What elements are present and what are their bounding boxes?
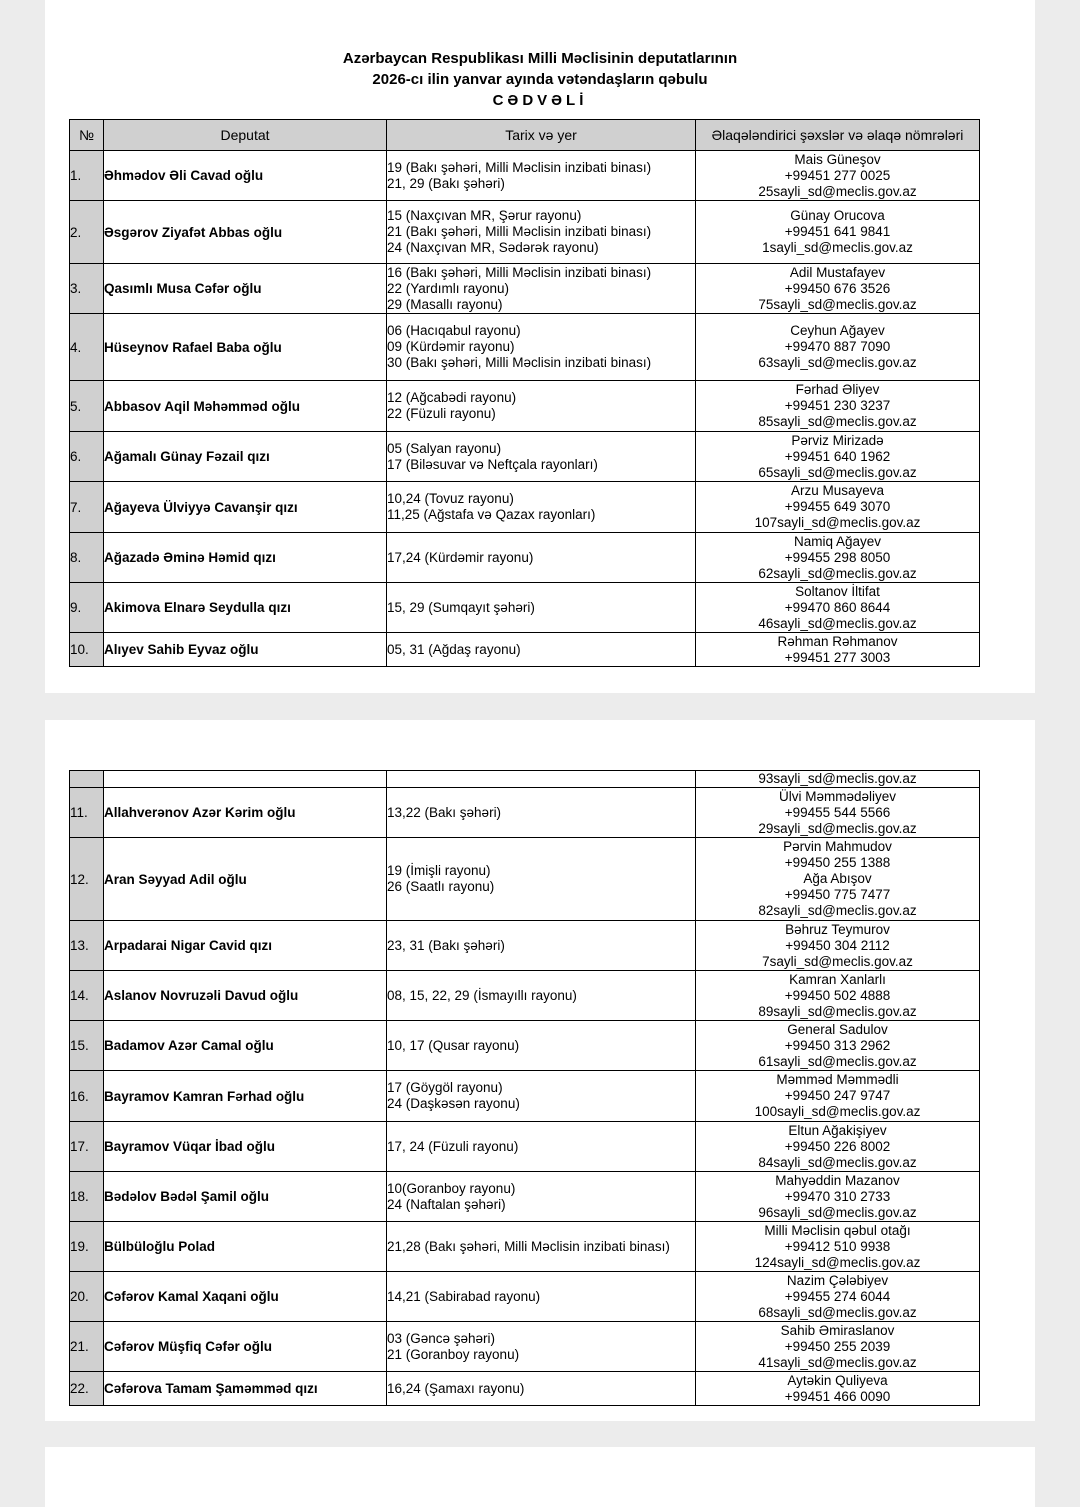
table-row	[70, 583, 980, 633]
date-place	[387, 1122, 696, 1172]
contact-line: 1sayli_sd@meclis.gov.az	[762, 240, 913, 255]
contact-line: +99450 502 4888	[784, 987, 891, 1003]
date-place	[387, 432, 696, 482]
table-row	[70, 264, 980, 314]
deputy-name: Əsgərov Ziyafət Abbas oğlu	[104, 201, 387, 264]
contact-line: Bəhruz Teymurov	[785, 921, 890, 937]
contact-line: Namiq Ağayev	[793, 533, 882, 549]
table-row	[70, 1071, 980, 1122]
header-num: №	[70, 120, 104, 151]
contact-line: Eltun Ağakişiyev	[788, 1122, 887, 1138]
schedule-table-page-1	[69, 119, 980, 667]
date-place	[387, 921, 696, 971]
deputy-name: Aran Səyyad Adil oğlu	[104, 838, 387, 921]
row-number: 22.	[70, 1372, 104, 1406]
contact-line: Rəhman Rəhmanov	[777, 633, 898, 649]
contact-line: +99451 230 3237	[784, 398, 891, 413]
date-line: 05, 31 (Ağdaş rayonu)	[387, 641, 521, 657]
table-row	[70, 1021, 980, 1071]
deputy-name: Allahverənov Azər Kərim oğlu	[104, 788, 387, 838]
date-line: 30 (Bakı şəhəri, Milli Məclisin inzibati binası)	[387, 355, 652, 370]
contact-line: Kamran Xanlarlı	[789, 971, 886, 987]
deputy-name: Ağamalı Günay Fəzail qızı	[104, 432, 387, 482]
contact-line: Arzu Musayeva	[790, 483, 885, 498]
date-place	[387, 583, 696, 633]
contact-line: Fərhad Əliyev	[795, 382, 880, 397]
date-place	[387, 788, 696, 838]
contact-line: +99455 649 3070	[784, 499, 891, 514]
date-line: 21 (Bakı şəhəri, Milli Məclisin inzibati binası)	[387, 224, 652, 239]
date-line: 10(Goranboy rayonu)	[387, 1180, 516, 1196]
date-line: 22 (Yardımlı rayonu)	[387, 280, 510, 296]
row-number: 7.	[70, 482, 104, 533]
table-row	[70, 482, 980, 533]
header-date-place: Tarix və yer	[387, 120, 696, 151]
contact-line: 85sayli_sd@meclis.gov.az	[758, 414, 917, 429]
contact-line: Günay Orucova	[790, 208, 885, 223]
contact-line: +99451 641 9841	[784, 224, 891, 239]
row-number: 6.	[70, 432, 104, 482]
date-place	[387, 1372, 696, 1406]
contact-line: +99455 274 6044	[784, 1288, 891, 1304]
contact-info	[696, 381, 980, 432]
contact-line: +99451 277 0025	[784, 167, 891, 183]
table-row	[70, 788, 980, 838]
contact-line: 29sayli_sd@meclis.gov.az	[758, 820, 917, 836]
date-line: 10, 17 (Qusar rayonu)	[387, 1037, 520, 1053]
contact-info	[696, 201, 980, 264]
row-number: 10.	[70, 633, 104, 667]
deputy-name: Bayramov Vüqar İbad oğlu	[104, 1122, 387, 1172]
contact-info	[696, 1372, 980, 1406]
table-row	[70, 1222, 980, 1272]
contact-line: Pərviz Mirizadə	[791, 432, 884, 448]
table-row	[70, 838, 980, 921]
deputy-name: Hüseynov Rafael Baba oğlu	[104, 314, 387, 381]
contact-line: 82sayli_sd@meclis.gov.az	[758, 903, 917, 918]
document-page-3	[45, 1447, 1035, 1507]
title-line-2: 2026-cı ilin yanvar ayında vətəndaşların qəbulu	[372, 71, 708, 88]
deputy-name: Ağayeva Ülviyyə Cavanşir qızı	[104, 482, 387, 533]
date-line: 22 (Füzuli rayonu)	[387, 406, 496, 421]
contact-info	[696, 432, 980, 482]
row-number: 4.	[70, 314, 104, 381]
title-line-3: CƏDVƏLİ	[492, 92, 588, 109]
date-place	[387, 381, 696, 432]
date-line: 15, 29 (Sumqayıt şəhəri)	[387, 599, 535, 615]
contact-line: +99450 226 8002	[784, 1138, 891, 1154]
contact-line: +99450 255 2039	[784, 1338, 891, 1354]
contact-line: Aytəkin Quliyeva	[787, 1372, 888, 1388]
date-line: 14,21 (Sabirabad rayonu)	[387, 1288, 541, 1304]
date-place	[387, 1021, 696, 1071]
table-row	[70, 151, 980, 201]
row-number	[70, 771, 104, 788]
contact-info	[696, 1122, 980, 1172]
schedule-table-page-2	[69, 770, 980, 1406]
contact-info	[696, 482, 980, 533]
contact-line: Milli Məclisin qəbul otağı	[764, 1222, 911, 1238]
date-line: 16 (Bakı şəhəri, Milli Məclisin inzibati binası)	[387, 264, 652, 280]
contact-line: Soltanov İltifat	[795, 583, 880, 599]
contact-line: 41sayli_sd@meclis.gov.az	[758, 1354, 917, 1370]
date-place	[387, 1071, 696, 1122]
date-place	[387, 151, 696, 201]
deputy-name: Arpadarai Nigar Cavid qızı	[104, 921, 387, 971]
table-row	[70, 1172, 980, 1222]
date-line: 17 (Biləsuvar və Neftçala rayonları)	[387, 456, 598, 472]
header-contacts: Əlaqələndirici şəxslər və əlaqə nömrələri	[696, 120, 980, 151]
contact-line: +99450 313 2962	[784, 1037, 891, 1053]
date-line: 12 (Ağcabədi rayonu)	[387, 390, 517, 405]
contact-line: 7sayli_sd@meclis.gov.az	[762, 953, 913, 969]
table-row	[70, 201, 980, 264]
table-row	[70, 633, 980, 667]
contact-line: +99451 466 0090	[784, 1388, 891, 1404]
date-line: 03 (Gəncə şəhəri)	[387, 1330, 496, 1346]
date-line: 13,22 (Bakı şəhəri)	[387, 804, 502, 820]
table-row	[70, 921, 980, 971]
contact-line: 89sayli_sd@meclis.gov.az	[758, 1003, 917, 1019]
date-line: 05 (Salyan rayonu)	[387, 440, 502, 456]
contact-line: Ülvi Məmmədəliyev	[778, 788, 897, 804]
row-number: 14.	[70, 971, 104, 1021]
row-number: 3.	[70, 264, 104, 314]
contact-line: +99450 247 9747	[784, 1088, 891, 1103]
row-number: 5.	[70, 381, 104, 432]
table-row	[70, 1122, 980, 1172]
contact-line: 96sayli_sd@meclis.gov.az	[758, 1204, 917, 1220]
contact-line: Məmməd Məmmədli	[776, 1072, 899, 1087]
contact-line: Ağa Abışov	[803, 871, 872, 886]
deputy-name: Abbasov Aqil Məhəmməd oğlu	[104, 381, 387, 432]
row-number: 12.	[70, 838, 104, 921]
contact-info	[696, 788, 980, 838]
row-number: 19.	[70, 1222, 104, 1272]
date-place	[387, 533, 696, 583]
row-number: 11.	[70, 788, 104, 838]
contact-line: +99450 255 1388	[784, 855, 891, 870]
deputy-name: Cəfərov Kamal Xaqani oğlu	[104, 1272, 387, 1322]
date-line: 08, 15, 22, 29 (İsmayıllı rayonu)	[387, 987, 577, 1003]
deputy-name: Aslanov Novruzəli Davud oğlu	[104, 971, 387, 1021]
contact-line: +99470 887 7090	[784, 339, 891, 354]
date-line: 15 (Naxçıvan MR, Şərur rayonu)	[387, 208, 582, 223]
date-line: 23, 31 (Bakı şəhəri)	[387, 937, 505, 953]
contact-info	[696, 1071, 980, 1122]
date-line: 19 (İmişli rayonu)	[387, 863, 491, 878]
document-title	[45, 48, 1035, 111]
deputy-name: Əhmədov Əli Cavad oğlu	[104, 151, 387, 201]
date-place	[387, 1222, 696, 1272]
deputy-name: Qasımlı Musa Cəfər oğlu	[104, 264, 387, 314]
deputy-name: Bayramov Kamran Fərhad oğlu	[104, 1071, 387, 1122]
header-row	[70, 120, 980, 151]
deputy-name: Bədəlov Bədəl Şamil oğlu	[104, 1172, 387, 1222]
date-line: 17, 24 (Füzuli rayonu)	[387, 1138, 519, 1154]
title-line-1: Azərbaycan Respublikası Milli Məclisinin deputatlarının	[342, 50, 738, 67]
contact-line: 124sayli_sd@meclis.gov.az	[754, 1254, 921, 1270]
contact-line: Nazim Çələbiyev	[786, 1272, 889, 1288]
continuation-row	[70, 771, 980, 788]
row-number: 9.	[70, 583, 104, 633]
contact-line: 107sayli_sd@meclis.gov.az	[754, 515, 921, 530]
contact-line: +99412 510 9938	[784, 1238, 891, 1254]
contact-line: +99450 304 2112	[785, 937, 890, 953]
contact-info	[696, 314, 980, 381]
date-line: 10,24 (Tovuz rayonu)	[387, 491, 514, 506]
date-place	[387, 771, 696, 788]
date-place	[387, 314, 696, 381]
contact-line: Mais Güneşov	[794, 151, 881, 167]
contact-info	[696, 583, 980, 633]
contact-info	[696, 1021, 980, 1071]
date-line: 11,25 (Ağstafa və Qazax rayonları)	[387, 507, 596, 522]
table-row	[70, 1372, 980, 1406]
table-row	[70, 1322, 980, 1372]
row-number: 2.	[70, 201, 104, 264]
contact-info	[696, 264, 980, 314]
deputy-name	[104, 771, 387, 788]
contact-info	[696, 838, 980, 921]
table-row	[70, 381, 980, 432]
contact-info	[696, 1322, 980, 1372]
row-number: 20.	[70, 1272, 104, 1322]
contact-line: Sahib Əmiraslanov	[780, 1322, 895, 1338]
date-line: 21, 29 (Bakı şəhəri)	[387, 175, 505, 191]
date-place	[387, 838, 696, 921]
row-number: 13.	[70, 921, 104, 971]
date-place	[387, 1322, 696, 1372]
date-place	[387, 1272, 696, 1322]
contact-line: +99450 775 7477	[784, 887, 891, 902]
header-deputy: Deputat	[104, 120, 387, 151]
contact-line: +99451 640 1962	[784, 448, 891, 464]
date-line: 21,28 (Bakı şəhəri, Milli Məclisin inzibati binası)	[387, 1238, 670, 1254]
row-number: 16.	[70, 1071, 104, 1122]
date-line: 09 (Kürdəmir rayonu)	[387, 339, 515, 354]
contact-info	[696, 1272, 980, 1322]
contact-line: +99451 277 3003	[784, 649, 891, 665]
deputy-name: Cəfərov Müşfiq Cəfər oğlu	[104, 1322, 387, 1372]
date-line: 24 (Naftalan şəhəri)	[387, 1196, 506, 1212]
date-place	[387, 971, 696, 1021]
row-number: 18.	[70, 1172, 104, 1222]
deputy-name: Ağazadə Əminə Həmid qızı	[104, 533, 387, 583]
date-line: 19 (Bakı şəhəri, Milli Məclisin inzibati binası)	[387, 159, 652, 175]
contact-line: +99455 298 8050	[784, 549, 891, 565]
date-line: 26 (Saatlı rayonu)	[387, 879, 495, 894]
date-line: 17 (Göygöl rayonu)	[387, 1080, 503, 1095]
contact-line: 100sayli_sd@meclis.gov.az	[754, 1104, 921, 1119]
contact-line: 65sayli_sd@meclis.gov.az	[758, 464, 917, 480]
date-place	[387, 482, 696, 533]
contact-line: 84sayli_sd@meclis.gov.az	[758, 1154, 917, 1170]
contact-info	[696, 151, 980, 201]
date-place	[387, 201, 696, 264]
contact-line: 62sayli_sd@meclis.gov.az	[758, 565, 917, 581]
date-line: 24 (Daşkəsən rayonu)	[387, 1096, 520, 1111]
deputy-name: Badamov Azər Camal oğlu	[104, 1021, 387, 1071]
table-row	[70, 971, 980, 1021]
date-line: 06 (Hacıqabul rayonu)	[387, 323, 521, 338]
contact-info	[696, 921, 980, 971]
contact-line: Mahyəddin Mazanov	[775, 1172, 900, 1188]
row-number: 15.	[70, 1021, 104, 1071]
contact-info	[696, 633, 980, 667]
table-row	[70, 432, 980, 482]
date-place	[387, 633, 696, 667]
contact-line: General Sadulov	[787, 1021, 888, 1037]
contact-line: 75sayli_sd@meclis.gov.az	[758, 296, 917, 312]
row-number: 8.	[70, 533, 104, 583]
contact-line: 61sayli_sd@meclis.gov.az	[758, 1053, 917, 1069]
deputy-name: Alıyev Sahib Eyvaz oğlu	[104, 633, 387, 667]
contact-line: +99470 860 8644	[784, 599, 891, 615]
contact-line: Adil Mustafayev	[789, 264, 886, 280]
contact-info	[696, 1172, 980, 1222]
contact-line: +99470 310 2733	[784, 1188, 891, 1204]
contact-line: 93sayli_sd@meclis.gov.az	[758, 771, 917, 786]
deputy-name: Akimova Elnarə Seydulla qızı	[104, 583, 387, 633]
document-page-2	[45, 720, 1035, 1421]
contact-line: 63sayli_sd@meclis.gov.az	[758, 355, 917, 370]
contact-line: 46sayli_sd@meclis.gov.az	[758, 615, 917, 631]
date-line: 16,24 (Şamaxı rayonu)	[387, 1380, 525, 1396]
date-line: 21 (Goranboy rayonu)	[387, 1346, 520, 1362]
deputy-name: Cəfərova Tamam Şaməmməd qızı	[104, 1372, 387, 1406]
table-row	[70, 1272, 980, 1322]
date-place	[387, 264, 696, 314]
date-line: 17,24 (Kürdəmir rayonu)	[387, 549, 534, 565]
date-line: 24 (Naxçıvan MR, Sədərək rayonu)	[387, 240, 599, 255]
row-number: 1.	[70, 151, 104, 201]
contact-info	[696, 771, 980, 788]
table-row	[70, 533, 980, 583]
contact-line: 25sayli_sd@meclis.gov.az	[758, 183, 917, 199]
contact-line: +99455 544 5566	[784, 804, 891, 820]
contact-line: Ceyhun Ağayev	[790, 323, 885, 338]
contact-line: 68sayli_sd@meclis.gov.az	[758, 1304, 917, 1320]
deputy-name: Bülbüloğlu Polad	[104, 1222, 387, 1272]
date-place	[387, 1172, 696, 1222]
contact-info	[696, 1222, 980, 1272]
document-page-1	[45, 0, 1035, 693]
contact-info	[696, 533, 980, 583]
contact-line: Pərvin Mahmudov	[783, 839, 892, 854]
row-number: 17.	[70, 1122, 104, 1172]
contact-line: +99450 676 3526	[784, 280, 891, 296]
row-number: 21.	[70, 1322, 104, 1372]
date-line: 29 (Masallı rayonu)	[387, 296, 503, 312]
contact-info	[696, 971, 980, 1021]
table-row	[70, 314, 980, 381]
